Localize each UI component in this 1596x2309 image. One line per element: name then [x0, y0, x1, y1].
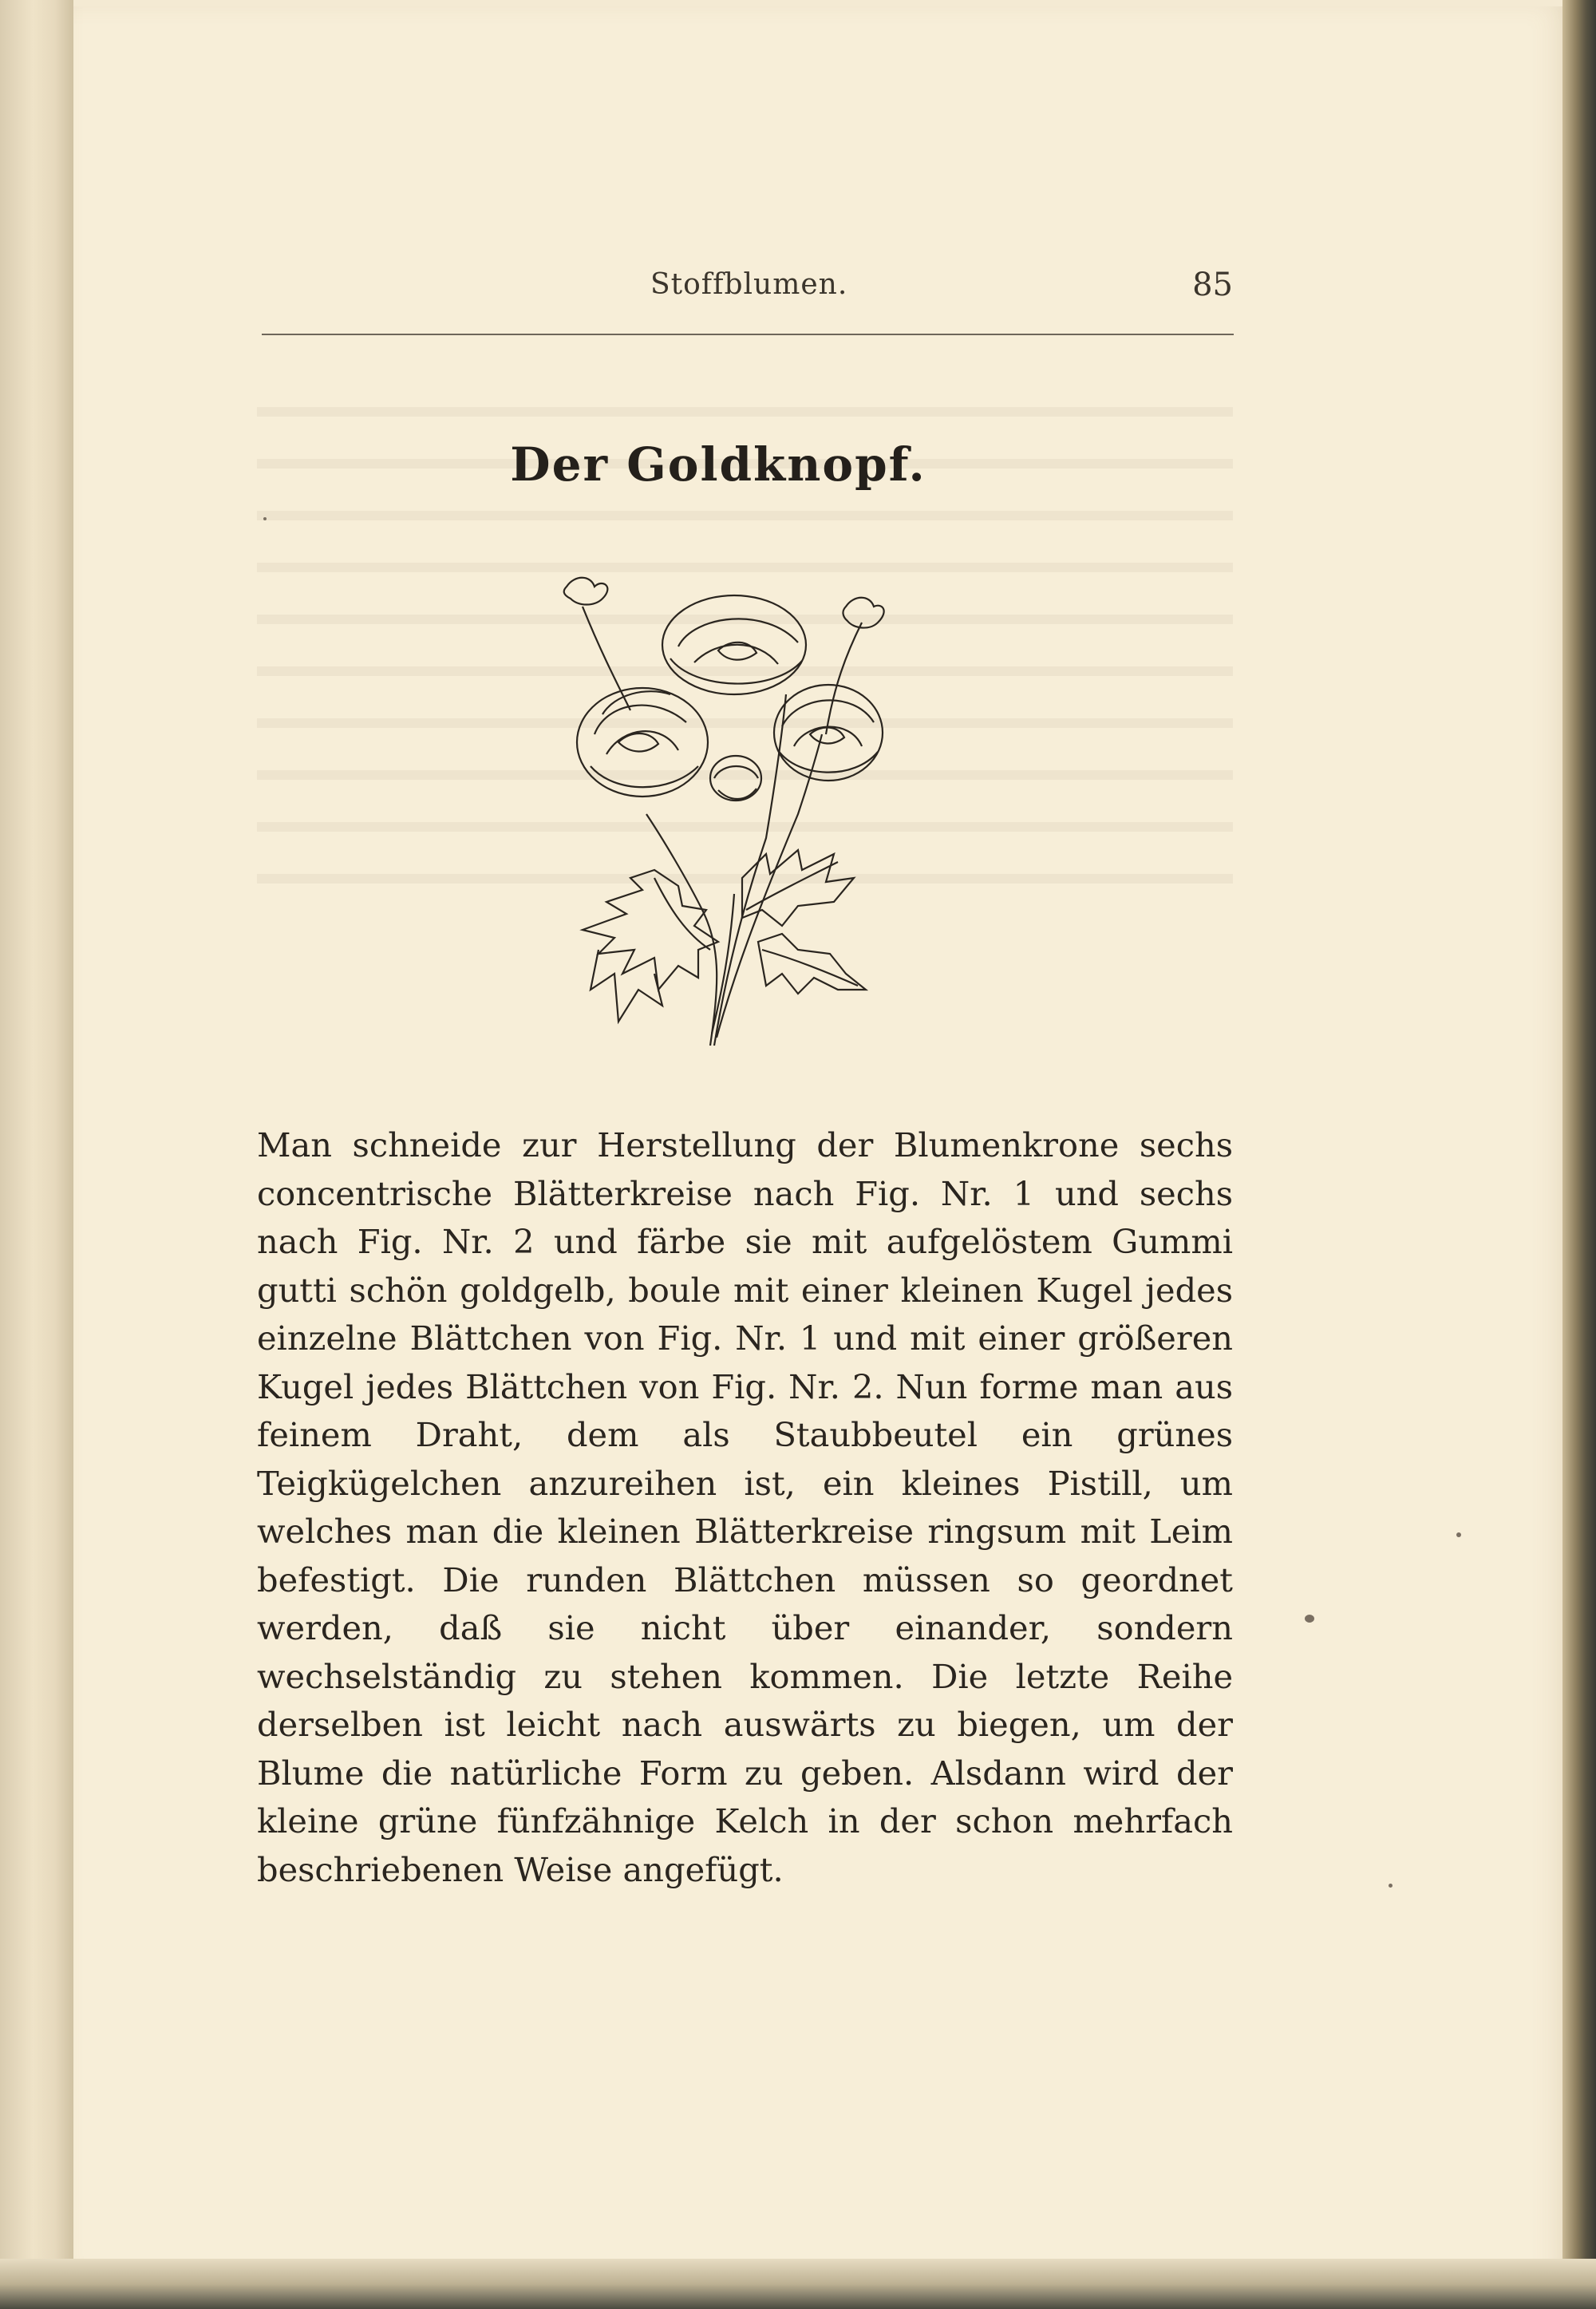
paper-speck [1389, 1884, 1393, 1888]
previous-page-edge [0, 0, 73, 2309]
book-spine-edge [1562, 0, 1596, 2309]
rose-top [662, 595, 806, 694]
paper-speck [1456, 1532, 1461, 1537]
paper-speck [263, 517, 267, 520]
page-bottom-edge [0, 2259, 1596, 2309]
page-number: 85 [1192, 267, 1233, 303]
rose-bud [710, 756, 761, 801]
chapter-title: Der Goldknopf. [510, 437, 926, 492]
header-rule [262, 334, 1234, 335]
rose-right [774, 685, 883, 781]
flower-illustration-icon [559, 575, 910, 1054]
paper-speck [1305, 1615, 1314, 1623]
body-paragraph: Man schneide zur Herstellung der Blumenkrone sechs concentrische Blätterkreise nach Fig. Nr. 1 und sechs nach Fig. Nr. 2 und färbe sie mit aufgelöstem Gummi gutti schön goldgelb, boule mit einer kleinen Kugel jedes einzelne Blättchen von Fig. Nr. 1 und mit einer größeren Kugel jedes Blättchen von Fig. Nr. 2. Nun forme man aus feinem Draht, dem als Staubbeutel ein grünes Teigkügelchen anzureihen ist, ein kleines Pistill, um welches man die kleinen Blätterkreise ringsum mit Leim befestigt. Die runden Blättchen müssen so geordnet werden, daß sie nicht über einander, sondern wechselständig zu stehen kommen. Die letzte Reihe derselben ist leicht nach auswärts zu biegen, um der Blume die natürliche Form zu geben. Alsdann wird der kleine grüne fünfzähnige Kelch in der schon mehrfach beschriebenen Weise angefügt. [257, 1125, 1233, 1889]
running-title: Stoffblumen. [650, 268, 848, 301]
running-head [263, 268, 1233, 316]
rose-left [577, 688, 708, 797]
